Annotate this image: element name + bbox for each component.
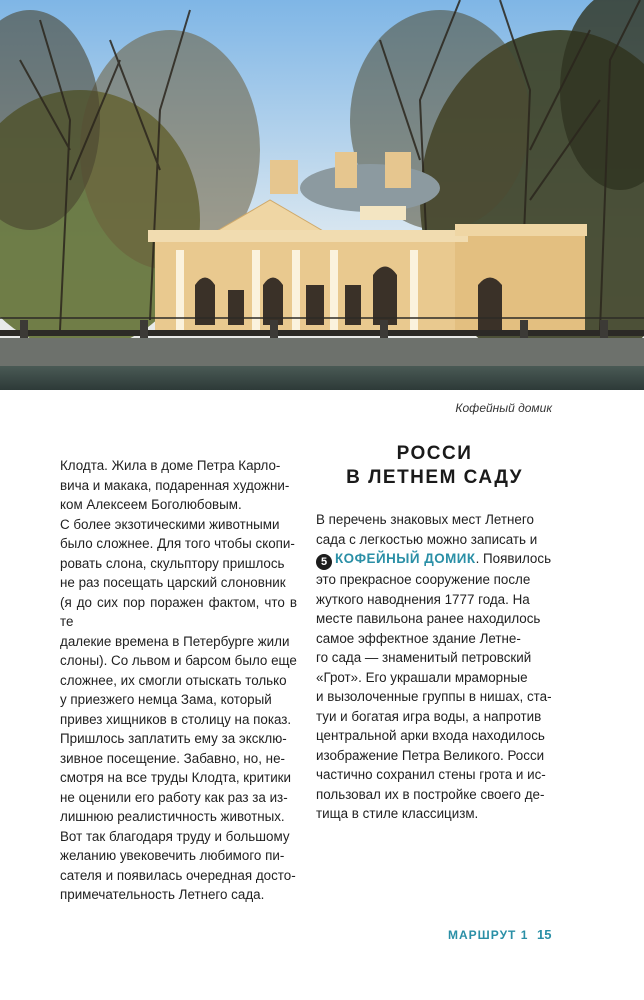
body-text: это прекрасное сооружение после жуткого наводнения 1777 года. На месте павильона ранее находилось самое эффектное здание Летне- го сада — знаменитый петровский «Грот». Его украшали мраморные и вызолоченные группы в нишах, ста- туи и богатая игра воды, а напротив центральной арки входа находилось изображение Петра Великого. Росси частично сохранил стены грота и ис- пользовал их в постройке своего де- тища в стиле классицизм.: [316, 572, 552, 821]
paragraph: Клодта. Жила в доме Петра Карло- вича и макака, подаренная художни- ком Алексеем Боголюбовым.: [60, 458, 290, 512]
paragraph: Вот так благодаря труду и большому желанию увековечить любимого пи- сателя и появилась очередная досто- примечательность Летнего сада.: [60, 828, 296, 902]
section-heading: [316, 442, 553, 490]
after-highlight-text: . Появилось: [475, 551, 552, 566]
place-highlight: КОФЕЙНЫЙ ДОМИК: [335, 551, 476, 566]
paragraph: С более экзотическими животными было сложнее. Для того чтобы скопи- ровать слона, скульптору пришлось не раз посещать царский слоновник (я до сих пор поражен фактом, что в те далекие времена в Петербурге жили слоны). Со львом и барсом было еще сложнее, их смогли отыскать только у приезжего немца Зама, который привез хищников в столицу на показ. Пришлось заплатить ему за эксклю- зивное посещение. Забавно, но, не- смотря на все труды Клодта, критики не оценили его работу как раз за из- лишнюю реалистичность животных.: [60, 516, 297, 824]
heading-line: РОССИ: [396, 443, 473, 464]
left-column-text: [60, 456, 297, 905]
location-number-badge: 5: [316, 554, 332, 570]
coffee-house-photo: [0, 0, 644, 390]
intro-text: В перечень знаковых мест Летнего сада с легкостью можно записать и: [316, 512, 538, 547]
right-column-text: [316, 510, 553, 824]
embankment: [0, 338, 644, 368]
page-number: 15: [537, 927, 552, 942]
paragraph: [316, 510, 553, 824]
river-water: [0, 366, 644, 390]
footer-route-label: МАРШРУТ 1: [448, 928, 529, 942]
heading-line: В ЛЕТНЕМ САДУ: [346, 467, 523, 488]
photo-caption: Кофейный домик: [455, 401, 552, 415]
